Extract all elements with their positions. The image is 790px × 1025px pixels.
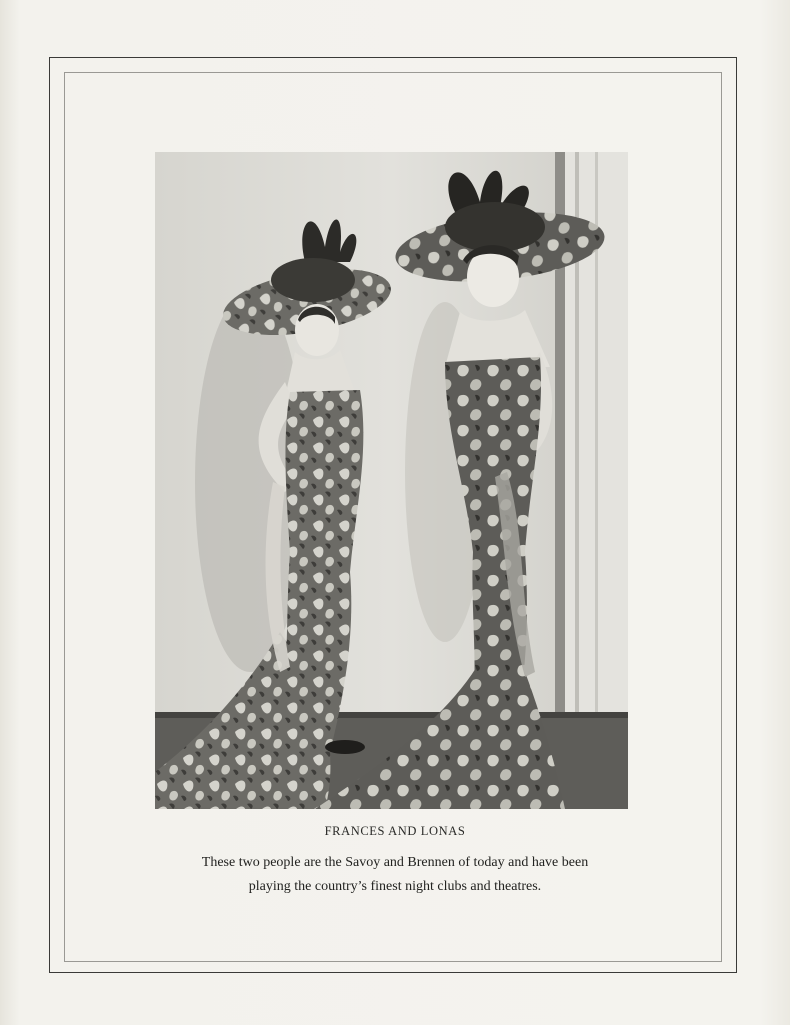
vintage-photograph — [155, 152, 628, 809]
caption-title: FRANCES AND LONAS — [324, 824, 466, 838]
caption-body — [150, 851, 640, 899]
caption-line-1: These two people are the Savoy and Brennen of today and have been — [201, 855, 589, 870]
photograph-illustration — [155, 152, 628, 809]
caption-line-2: playing the country’s finest night clubs and theatres. — [248, 879, 542, 894]
